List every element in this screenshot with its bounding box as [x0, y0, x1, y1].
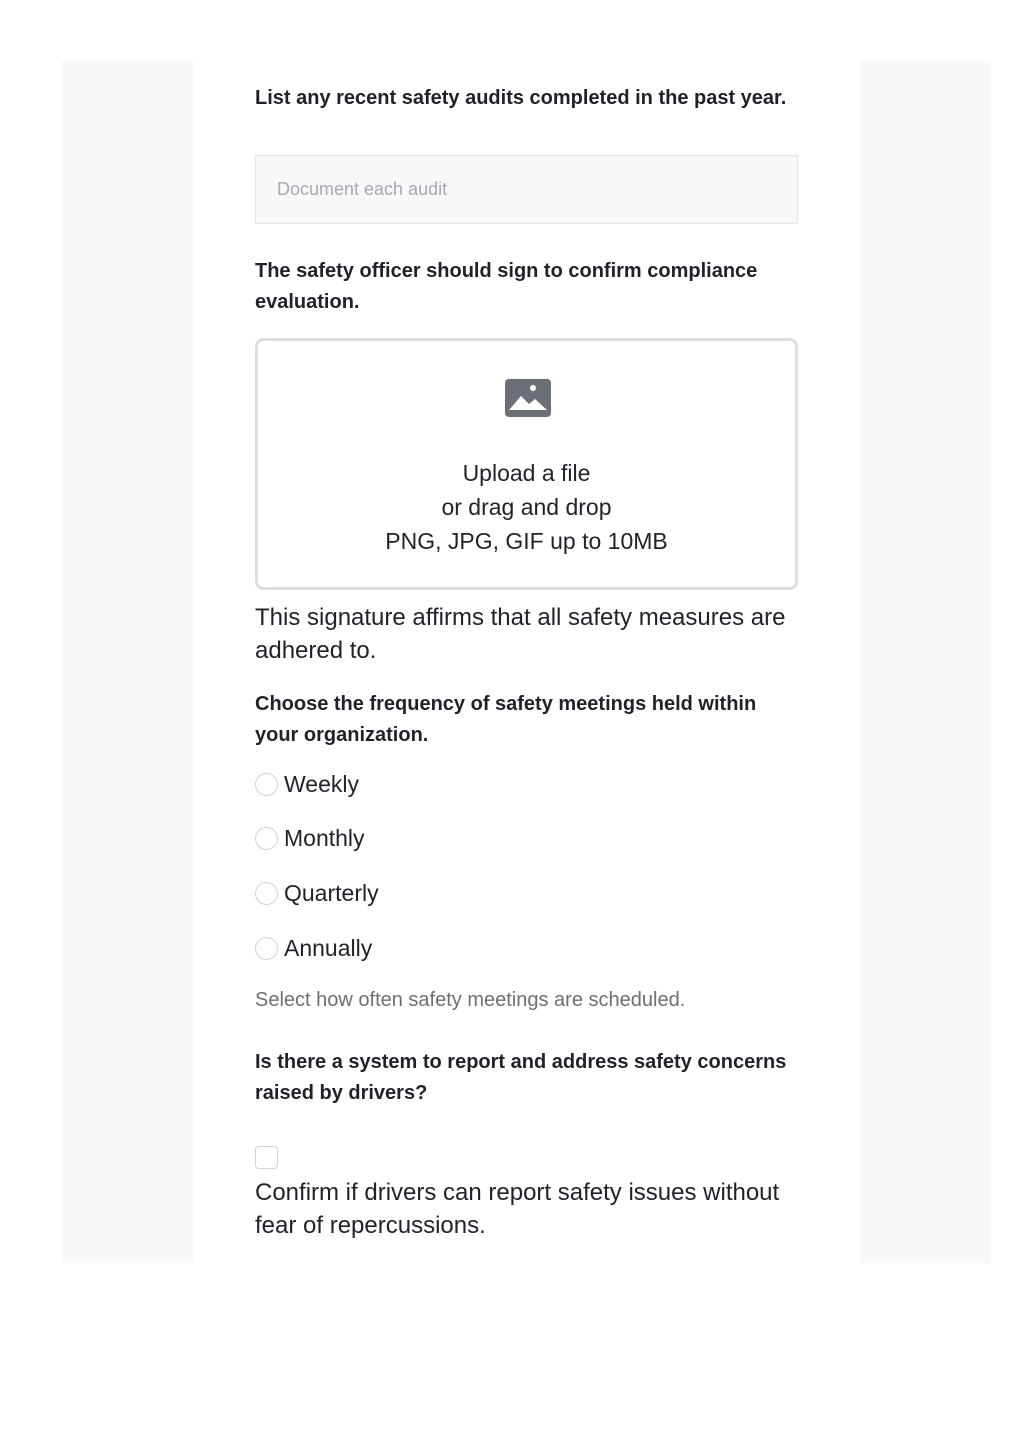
radio-button[interactable]	[255, 937, 278, 960]
radio-label: Annually	[284, 935, 373, 961]
reporting-question-label: Is there a system to report and address safety concerns raised by drivers?	[255, 1051, 787, 1104]
drag-drop-text: or drag and drop	[441, 494, 612, 520]
signature-upload-dropzone[interactable]	[255, 338, 798, 590]
radio-button[interactable]	[255, 773, 278, 796]
upload-instructions	[258, 456, 795, 558]
audits-question-label: List any recent safety audits completed in the past year.	[255, 87, 787, 109]
meetings-question-label: Choose the frequency of safety meetings held within your organization.	[255, 693, 757, 746]
meetings-helper-text: Select how often safety meetings are scheduled.	[255, 989, 686, 1011]
radio-label: Quarterly	[284, 880, 379, 906]
form-container	[193, 61, 860, 1263]
radio-option-annually[interactable]	[255, 933, 555, 963]
file-types-text: PNG, JPG, GIF up to 10MB	[385, 528, 668, 554]
left-gutter	[62, 61, 193, 1263]
upload-file-link[interactable]: Upload a file	[462, 460, 591, 486]
radio-button[interactable]	[255, 827, 278, 850]
reporting-helper-text: Confirm if drivers can report safety issues without fear of repercussions.	[255, 1179, 780, 1239]
radio-option-weekly[interactable]	[255, 769, 555, 799]
signature-question-label: The safety officer should sign to confirm compliance evaluation.	[255, 260, 758, 313]
signature-helper-text: This signature affirms that all safety measures are adhered to.	[255, 604, 786, 664]
image-icon	[505, 379, 551, 417]
radio-button[interactable]	[255, 882, 278, 905]
reporting-checkbox[interactable]	[255, 1146, 278, 1169]
audits-input[interactable]	[255, 155, 798, 224]
radio-option-quarterly[interactable]	[255, 878, 555, 908]
radio-label: Monthly	[284, 825, 365, 851]
radio-label: Weekly	[284, 771, 359, 797]
radio-option-monthly[interactable]	[255, 823, 555, 853]
right-gutter	[860, 61, 991, 1263]
